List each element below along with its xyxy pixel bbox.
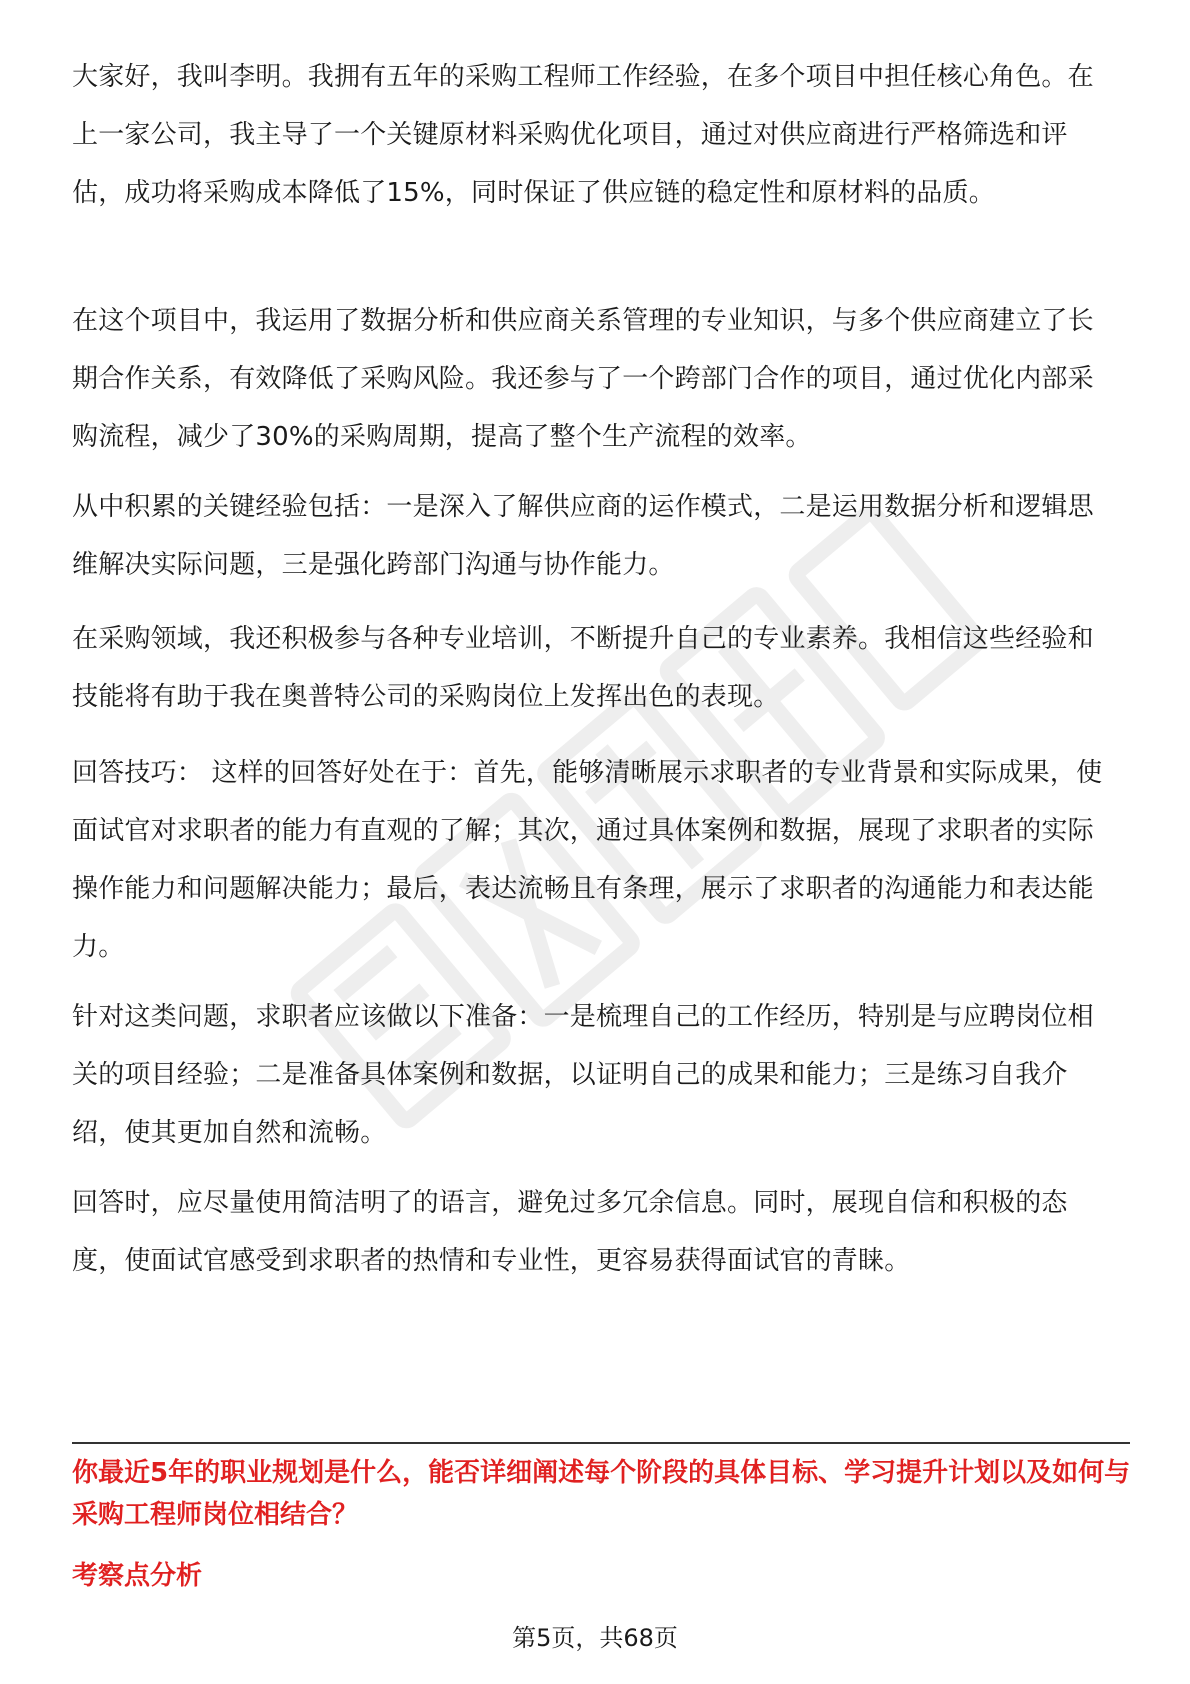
paragraph-answer-style: 回答时，应尽量使用简洁明了的语言，避免过多冗余信息。同时，展现自信和积极的态度，使面试官感受到求职者的热情和专业性，更容易获得面试官的青睐。	[72, 1188, 1068, 1276]
paragraph-intro: 大家好，我叫李明。我拥有五年的采购工程师工作经验，在多个项目中担任核心角色。在上一家公司，我主导了一个关键原材料采购优化项目，通过对供应商进行严格筛选和评估，成功将采购成本降低了15%，同时保证了供应链的稳定性和原材料的品质。	[72, 62, 1094, 208]
section-heading: 考察点分析	[72, 1561, 203, 1591]
paragraph-training: 在采购领域，我还积极参与各种专业培训，不断提升自己的专业素养。我相信这些经验和技能将有助于我在奥普特公司的采购岗位上发挥出色的表现。	[72, 624, 1094, 712]
paragraph-project: 在这个项目中，我运用了数据分析和供应商关系管理的专业知识，与多个供应商建立了长期合作关系，有效降低了采购风险。我还参与了一个跨部门合作的项目，通过优化内部采购流程，减少了30%的采购周期，提高了整个生产流程的效率。	[72, 306, 1094, 452]
paragraph-experience: 从中积累的关键经验包括：一是深入了解供应商的运作模式，二是运用数据分析和逻辑思维解决实际问题，三是强化跨部门沟通与协作能力。	[72, 492, 1094, 580]
page-footer	[0, 1618, 1190, 1658]
section-divider	[72, 1442, 1130, 1444]
paragraph-preparation: 针对这类问题，求职者应该做以下准备：一是梳理自己的工作经历，特别是与应聘岗位相关的项目经验；二是准备具体案例和数据，以证明自己的成果和能力；三是练习自我介绍，使其更加自然和流畅。	[72, 1002, 1094, 1148]
interview-question: 你最近5年的职业规划是什么，能否详细阐述每个阶段的具体目标、学习提升计划以及如何与采购工程师岗位相结合？	[72, 1458, 1131, 1530]
paragraph-answer-tips: 回答技巧： 这样的回答好处在于：首先，能够清晰展示求职者的专业背景和实际成果，使面试官对求职者的能力有直观的了解；其次，通过具体案例和数据，展现了求职者的实际操作能力和问题解决能力；最后，表达流畅且有条理，展示了求职者的沟通能力和表达能力。	[72, 758, 1103, 962]
page-number: 第5页，共68页	[506, 1624, 684, 1652]
